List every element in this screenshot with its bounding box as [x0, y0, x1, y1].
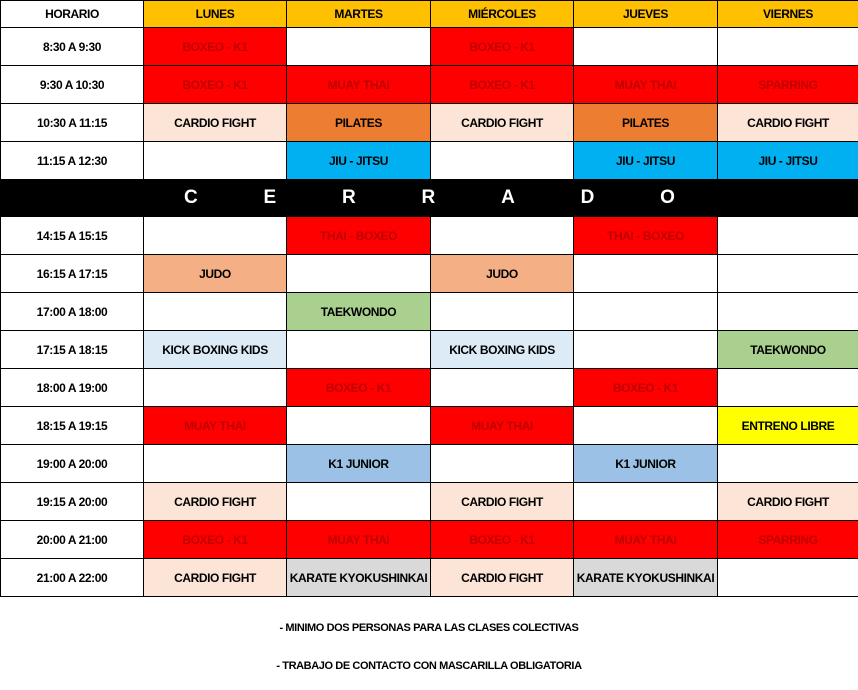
class-cell-pilates: PILATES: [574, 104, 718, 142]
note-mask-required: - TRABAJO DE CONTACTO CON MASCARILLA OBLIGATORIA: [276, 660, 582, 672]
class-cell-boxeo-k1: BOXEO - K1: [574, 369, 718, 407]
empty-cell: [431, 445, 574, 483]
class-cell-muay-thai: MUAY THAI: [574, 521, 718, 559]
schedule-row: [1, 217, 858, 255]
class-cell-cardio-fight: CARDIO FIGHT: [431, 483, 574, 521]
time-slot: 11:15 A 12:30: [1, 142, 144, 180]
closed-letter: A: [501, 187, 515, 208]
empty-cell: [144, 293, 287, 331]
class-cell-taekwondo: TAEKWONDO: [718, 331, 858, 369]
schedule-row: [1, 369, 858, 407]
empty-cell: [574, 483, 718, 521]
header-viernes: VIERNES: [718, 1, 858, 28]
empty-cell: [431, 293, 574, 331]
schedule-row: [1, 104, 858, 142]
class-cell-cardio-fight: CARDIO FIGHT: [144, 559, 287, 597]
header-jueves: JUEVES: [574, 1, 718, 28]
note-minimum-people: - MINIMO DOS PERSONAS PARA LAS CLASES COLECTIVAS: [279, 622, 579, 634]
class-cell-thai-boxeo: THAI - BOXEO: [287, 217, 431, 255]
schedule-row: [1, 483, 858, 521]
empty-cell: [144, 217, 287, 255]
time-slot: 8:30 A 9:30: [1, 28, 144, 66]
class-cell-boxeo-k1: BOXEO - K1: [144, 66, 287, 104]
class-cell-kick-boxing-kids: KICK BOXING KIDS: [431, 331, 574, 369]
class-cell-cardio-fight: CARDIO FIGHT: [431, 104, 574, 142]
time-slot: 21:00 A 22:00: [1, 559, 144, 597]
empty-cell: [718, 559, 858, 597]
class-cell-entreno-libre: ENTRENO LIBRE: [718, 407, 858, 445]
schedule-row: [1, 407, 858, 445]
schedule-row: [1, 28, 858, 66]
class-cell-muay-thai: MUAY THAI: [287, 66, 431, 104]
class-cell-cardio-fight: CARDIO FIGHT: [144, 483, 287, 521]
class-cell-cardio-fight: CARDIO FIGHT: [718, 104, 858, 142]
closed-letter: O: [660, 187, 675, 208]
class-cell-k1-junior: K1 JUNIOR: [574, 445, 718, 483]
time-slot: 18:15 A 19:15: [1, 407, 144, 445]
schedule-row: [1, 445, 858, 483]
class-cell-sparring: SPARRING: [718, 66, 858, 104]
time-slot: 16:15 A 17:15: [1, 255, 144, 293]
class-cell-boxeo-k1: BOXEO - K1: [144, 521, 287, 559]
class-cell-muay-thai: MUAY THAI: [144, 407, 287, 445]
header-miercoles: MIÉRCOLES: [431, 1, 574, 28]
class-cell-kick-boxing-kids: KICK BOXING KIDS: [144, 331, 287, 369]
time-slot: 17:00 A 18:00: [1, 293, 144, 331]
class-cell-cardio-fight: CARDIO FIGHT: [718, 483, 858, 521]
class-cell-boxeo-k1: BOXEO - K1: [144, 28, 287, 66]
class-cell-cardio-fight: CARDIO FIGHT: [144, 104, 287, 142]
time-slot: 20:00 A 21:00: [1, 521, 144, 559]
closed-letter: R: [421, 187, 436, 208]
schedule-row: [1, 293, 858, 331]
class-cell-judo: JUDO: [144, 255, 287, 293]
empty-cell: [144, 142, 287, 180]
time-slot: 19:00 A 20:00: [1, 445, 144, 483]
schedule-row: [1, 255, 858, 293]
empty-cell: [287, 407, 431, 445]
schedule-row: [1, 521, 858, 559]
empty-cell: [287, 28, 431, 66]
schedule-row: [1, 66, 858, 104]
time-slot: 17:15 A 18:15: [1, 331, 144, 369]
schedule-row: [1, 142, 858, 180]
empty-cell: [718, 293, 858, 331]
empty-cell: [574, 255, 718, 293]
class-cell-karate-kyokushinkai: KARATE KYOKUSHINKAI: [574, 559, 718, 597]
empty-cell: [718, 255, 858, 293]
empty-cell: [574, 28, 718, 66]
closed-letter: R: [342, 187, 356, 208]
class-cell-k1-junior: K1 JUNIOR: [287, 445, 431, 483]
class-cell-karate-kyokushinkai: KARATE KYOKUSHINKAI: [287, 559, 431, 597]
closed-letter: E: [263, 187, 277, 208]
class-cell-pilates: PILATES: [287, 104, 431, 142]
empty-cell: [431, 369, 574, 407]
time-slot: 19:15 A 20:00: [1, 483, 144, 521]
empty-cell: [574, 293, 718, 331]
empty-cell: [574, 331, 718, 369]
empty-cell: [718, 28, 858, 66]
class-cell-muay-thai: MUAY THAI: [574, 66, 718, 104]
closed-row: [1, 180, 858, 217]
class-cell-jiu-jitsu: JIU - JITSU: [287, 142, 431, 180]
empty-cell: [287, 255, 431, 293]
header-row: [1, 1, 858, 28]
empty-cell: [718, 445, 858, 483]
class-cell-boxeo-k1: BOXEO - K1: [287, 369, 431, 407]
class-cell-muay-thai: MUAY THAI: [431, 407, 574, 445]
class-cell-muay-thai: MUAY THAI: [287, 521, 431, 559]
empty-cell: [574, 407, 718, 445]
empty-cell: [431, 142, 574, 180]
schedule-row: [1, 559, 858, 597]
empty-cell: [144, 445, 287, 483]
schedule-row: [1, 331, 858, 369]
time-slot: 14:15 A 15:15: [1, 217, 144, 255]
class-cell-boxeo-k1: BOXEO - K1: [431, 66, 574, 104]
empty-cell: [144, 369, 287, 407]
time-slot: 18:00 A 19:00: [1, 369, 144, 407]
class-cell-jiu-jitsu: JIU - JITSU: [574, 142, 718, 180]
empty-cell: [718, 217, 858, 255]
class-cell-judo: JUDO: [431, 255, 574, 293]
closed-letter: D: [580, 187, 595, 208]
empty-cell: [287, 331, 431, 369]
class-cell-taekwondo: TAEKWONDO: [287, 293, 431, 331]
class-cell-cardio-fight: CARDIO FIGHT: [431, 559, 574, 597]
empty-cell: [287, 483, 431, 521]
header-lunes: LUNES: [144, 1, 287, 28]
closed-letter: C: [184, 187, 198, 208]
class-cell-boxeo-k1: BOXEO - K1: [431, 521, 574, 559]
header-horario: HORARIO: [1, 1, 144, 28]
empty-cell: [431, 217, 574, 255]
empty-cell: [718, 369, 858, 407]
class-cell-thai-boxeo: THAI - BOXEO: [574, 217, 718, 255]
closed-banner: [1, 180, 858, 217]
class-cell-boxeo-k1: BOXEO - K1: [431, 28, 574, 66]
time-slot: 10:30 A 11:15: [1, 104, 144, 142]
class-cell-jiu-jitsu: JIU - JITSU: [718, 142, 858, 180]
header-martes: MARTES: [287, 1, 431, 28]
class-cell-sparring: SPARRING: [718, 521, 858, 559]
time-slot: 9:30 A 10:30: [1, 66, 144, 104]
